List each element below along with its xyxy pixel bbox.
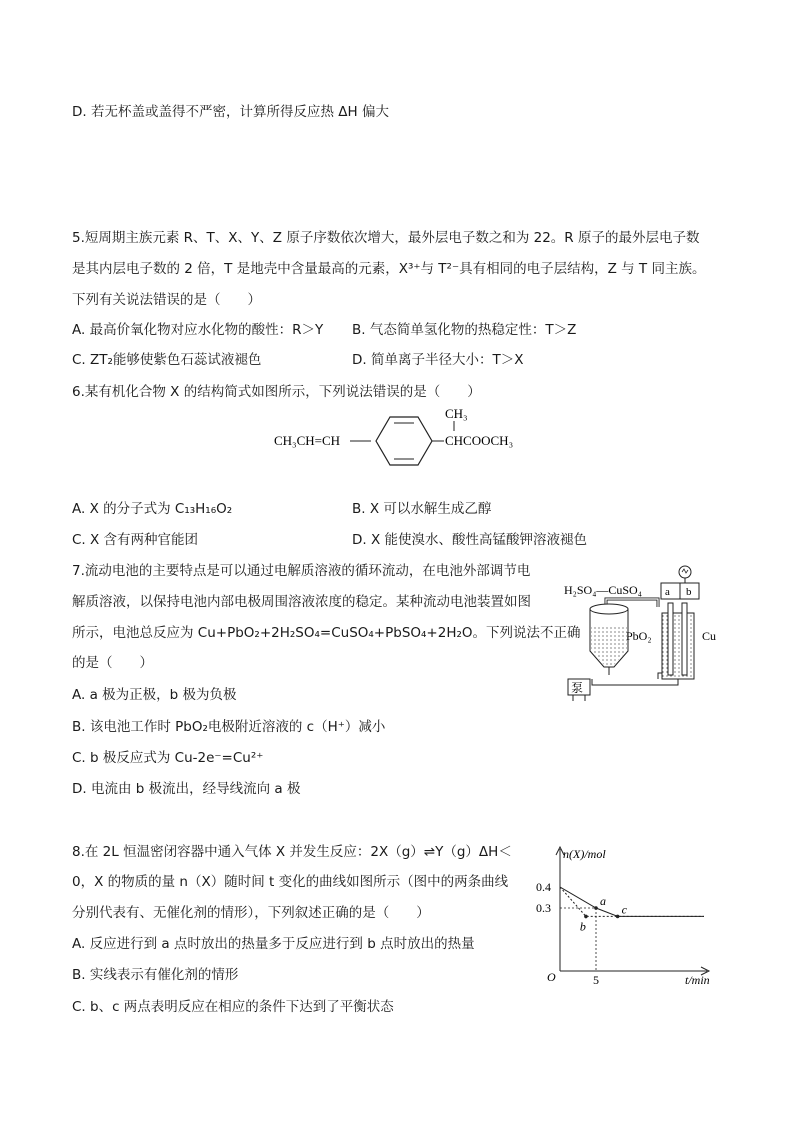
benzene-ring <box>376 417 432 465</box>
q7-stem-line2: 解质溶液，以保持电池内部电极周围溶液浓度的稳定。某种流动电池装置如图 <box>72 594 531 610</box>
y-tick-label: 0.3 <box>536 901 551 915</box>
cu-label: Cu <box>702 629 717 643</box>
q5-stem-line3: 下列有关说法错误的是（ ） <box>72 292 261 308</box>
series-dashed-line <box>560 887 704 916</box>
q4-option-d: D. 若无杯盖或盖得不严密，计算所得反应热 ΔH 偏大 <box>72 104 389 120</box>
y-axis-label: n(X)/mol <box>563 847 606 861</box>
q6-option-c: C. X 含有两种官能团 <box>72 532 199 548</box>
point-marker <box>594 906 598 910</box>
q7-option-c: C. b 极反应式为 Cu-2e⁻=Cu²⁺ <box>72 750 264 766</box>
electrode-b-label: b <box>686 586 692 598</box>
q6-struct-top: CH₃ <box>445 406 468 421</box>
q8-nx-vs-time-chart <box>535 843 715 988</box>
q7-option-b: B. 该电池工作时 PbO₂电极附近溶液的 c（H⁺）减小 <box>72 719 386 735</box>
pump-label: 泵 <box>571 681 584 695</box>
bulb-icon <box>679 566 691 578</box>
q5-option-d: D. 简单离子半径大小：T＞X <box>352 352 524 368</box>
point-marker <box>616 915 620 919</box>
origin-label: O <box>547 970 556 984</box>
q7-option-a: A. a 极为正极，b 极为负极 <box>72 687 237 703</box>
q5-option-c: C. ZT₂能够使紫色石蕊试液褪色 <box>72 352 262 368</box>
point-marker <box>584 915 588 919</box>
q5-option-a: A. 最高价氧化物对应水化物的酸性：R＞Y <box>72 322 324 338</box>
q7-flow-battery-diagram <box>558 563 728 703</box>
q5-stem-line2: 是其内层电子数的 2 倍，T 是地壳中含量最高的元素，X³⁺与 T²⁻具有相同的电子层结构，Z 与 T 同主族。 <box>72 261 706 277</box>
q8-stem-line3: 分别代表有、无催化剂的情形），下列叙述正确的是（ ） <box>72 905 430 921</box>
q7-stem-line3: 所示，电池总反应为 Cu+PbO₂+2H₂SO₄=CuSO₄+PbSO₄+2H₂O。下列说法不正确 <box>72 625 581 641</box>
q7-stem-line1: 7.流动电池的主要特点是可以通过电解质溶液的循环流动，在电池外部调节电 <box>72 563 531 579</box>
q8-stem-line1: 8.在 2L 恒温密闭容器中通入气体 X 并发生反应：2X（g）⇌Y（g）ΔH＜ <box>72 844 512 860</box>
solution-label: H₂SO₄—CuSO₄ <box>564 583 642 597</box>
q6-structure-figure <box>268 400 548 470</box>
electrode-pbo2 <box>668 603 673 675</box>
electrode-a-label: a <box>665 586 670 598</box>
point-label: c <box>621 902 627 917</box>
reservoir-top <box>590 604 628 614</box>
q8-option-a: A. 反应进行到 a 点时放出的热量多于反应进行到 b 点时放出的热量 <box>72 936 475 952</box>
electrode-cu <box>682 603 687 675</box>
q6-stem: 6.某有机化合物 X 的结构简式如图所示，下列说法错误的是（ ） <box>72 384 481 400</box>
x-tick-label: 5 <box>593 973 599 987</box>
q6-option-d: D. X 能使溴水、酸性高锰酸钾溶液褪色 <box>352 532 588 548</box>
q8-stem-line2: 0，X 的物质的量 n（X）随时间 t 变化的曲线如图所示（图中的两条曲线 <box>72 874 509 890</box>
point-label: a <box>600 894 606 908</box>
q7-option-d: D. 电流由 b 极流出，经导线流向 a 极 <box>72 781 301 797</box>
cell <box>662 613 694 679</box>
q5-stem-line1: 5.短周期主族元素 R、T、X、Y、Z 原子序数依次增大，最外层电子数之和为 22。R 原子的最外层电子数 <box>72 230 700 246</box>
bulb-filament <box>682 569 688 573</box>
reservoir-liquid <box>591 625 627 666</box>
q6-struct-right: CHCOOCH₃ <box>445 433 514 448</box>
q8-option-c: C. b、c 两点表明反应在相应的条件下达到了平衡状态 <box>72 999 394 1015</box>
y-tick-label: 0.4 <box>536 880 551 894</box>
x-axis-label: t/min <box>685 973 710 987</box>
q7-stem-line4: 的是（ ） <box>72 655 153 671</box>
q6-option-a: A. X 的分子式为 C₁₃H₁₆O₂ <box>72 501 233 517</box>
q6-struct-left: CH₃CH=CH <box>274 433 341 448</box>
pbo2-label: PbO₂ <box>626 629 652 643</box>
q5-option-b: B. 气态简单氢化物的热稳定性：T＞Z <box>352 322 577 338</box>
point-label: b <box>579 919 586 934</box>
q8-option-b: B. 实线表示有催化剂的情形 <box>72 967 239 983</box>
q6-option-b: B. X 可以水解生成乙醇 <box>352 501 492 517</box>
